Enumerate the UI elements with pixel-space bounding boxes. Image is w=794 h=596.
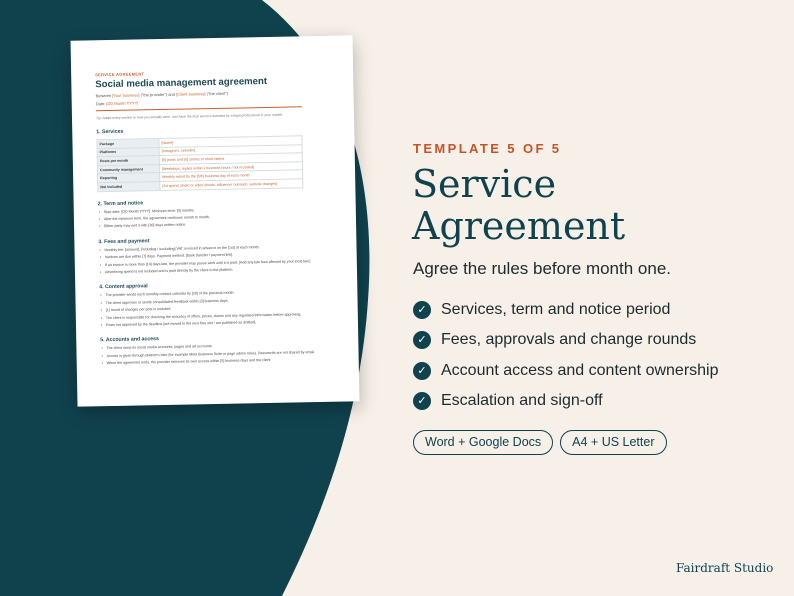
services-table <box>96 135 303 192</box>
list-item: • The client is responsible for checking the accuracy of offers, prices, claims and any regulated information before approving. <box>100 311 336 321</box>
subtitle: Agree the rules before month one. <box>413 259 671 278</box>
list-item: • Either party may end it with [30] days written notice. <box>98 220 334 230</box>
accounts-list <box>100 342 336 367</box>
document-divider <box>96 106 302 111</box>
feature-label: Account access and content ownership <box>441 361 719 379</box>
check-icon: ✓ <box>413 362 431 380</box>
list-item <box>413 360 719 381</box>
table-row: Reporting Monthly report by the [5th] business day of each month <box>98 170 303 183</box>
feature-label: Services, term and notice period <box>441 300 671 318</box>
document-kicker: SERVICE AGREEMENT <box>95 71 145 78</box>
document-preview <box>71 35 360 406</box>
page-title <box>412 163 625 247</box>
feature-label: Fees, approvals and change rounds <box>441 331 697 348</box>
section-heading-services: 1. Services <box>96 128 124 136</box>
table-row: Posts per month [X] posts and [X] stories or short videos <box>97 153 302 166</box>
list-item: • After the minimum term, the agreement continues month to month. <box>98 213 334 223</box>
list-item: • When the agreement ends, the provider removes its own access within [5] business days and the client <box>101 357 337 367</box>
approval-list <box>99 289 336 329</box>
list-item: • Monthly fee: [amount], [including / excluding] VAT, invoiced in advance on the [1st] of each month. <box>98 243 334 253</box>
list-item: • Invoices are due within [7] days. Payment method: [bank transfer / payment link]. <box>99 251 335 261</box>
format-badge-paper: A4 + US Letter <box>560 430 666 455</box>
list-item: • Start date: [DD Month YYYY]. Minimum term: [3] months. <box>98 205 334 215</box>
table-row: Not included [Ad spend, photo or video shoots, influencer outreach, website changes] <box>98 179 303 192</box>
term-list <box>98 205 334 230</box>
check-icon: ✓ <box>413 301 431 319</box>
check-icon: ✓ <box>413 392 431 410</box>
list-item: • Posts not approved by the deadline [are moved to the next free slot / are published as drafted]. <box>100 319 336 329</box>
table-row: Package [Name] <box>97 136 302 149</box>
list-item <box>413 391 719 412</box>
list-item <box>413 299 719 320</box>
table-row: Platforms [Instagram, LinkedIn] <box>97 144 302 157</box>
list-item <box>413 330 719 351</box>
table-row: Community management [Weekdays, replies within x business hours / not included] <box>97 162 302 175</box>
document-parties: Between [Your business] ("the provider") and [Client business] ("the client") <box>95 90 229 99</box>
section-heading-fees: 3. Fees and payment <box>98 238 150 246</box>
document-tip: Tip: Adapt every section to how you actually work, and have the final version reviewed by a legal professional in your market. <box>95 112 284 121</box>
format-badge-word: Word + Google Docs <box>413 430 553 455</box>
section-heading-approval: 4. Content approval <box>99 283 148 291</box>
check-icon: ✓ <box>413 331 431 349</box>
list-item: • The client owns its social media accounts, pages and ad accounts. <box>100 342 336 352</box>
list-item: • Advertising spend is not included and is paid directly by the client to the platform. <box>99 266 335 276</box>
list-item: • The client approves or sends consolidated feedback within [3] business days. <box>100 297 336 307</box>
fees-list <box>98 243 334 275</box>
section-heading-term: 2. Term and notice <box>97 199 144 207</box>
format-badges <box>413 430 667 455</box>
list-item: • The provider sends each monthly content calendar by [20] of the previous month. <box>99 289 335 299</box>
document-title: Social media management agreement <box>95 75 268 91</box>
list-item: • [1] round of changes per post is included. <box>100 304 336 314</box>
template-kicker: TEMPLATE 5 OF 5 <box>413 141 562 156</box>
feature-label: Escalation and sign-off <box>441 392 603 409</box>
title-line-2: Agreement <box>412 204 626 248</box>
title-line-1: Service <box>412 162 557 206</box>
document-date: Date: [DD Month YYYY] <box>95 100 139 107</box>
list-item: • Access is given through platform roles (for example Meta Business Suite or page admin roles). Passwords are not shared by email. <box>101 350 337 360</box>
brand-logo-text: Fairdraft Studio <box>676 561 774 575</box>
list-item: • If an invoice is more than [14] days late, the provider may pause work until it is paid. [Add any late fees allowed by your local law.] <box>99 258 335 268</box>
section-heading-accounts: 5. Accounts and access <box>100 336 159 344</box>
feature-list <box>413 299 719 421</box>
